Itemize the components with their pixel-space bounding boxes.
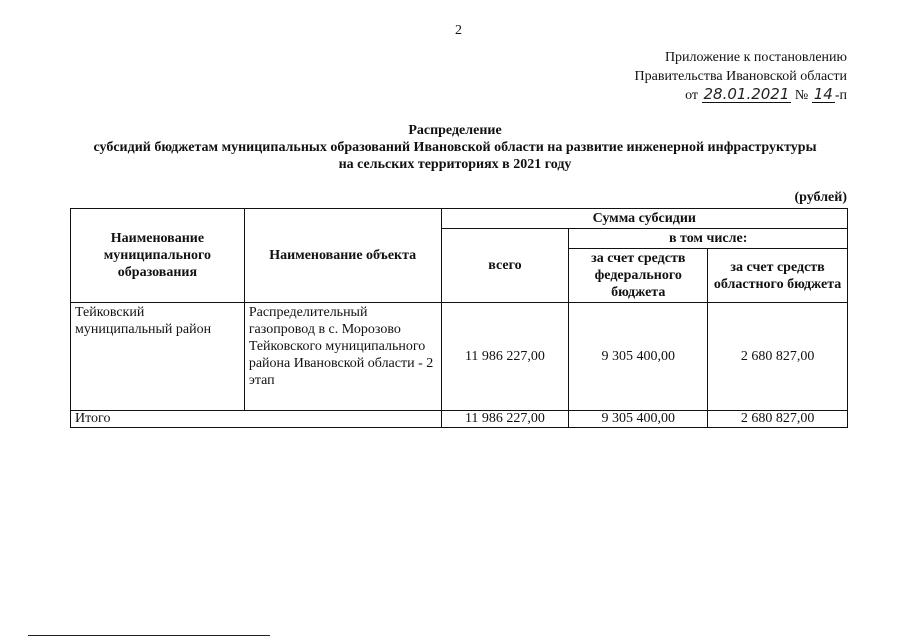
header-object: Наименование объекта	[244, 209, 441, 303]
handwritten-date: 28.01.2021	[703, 85, 790, 103]
number-suffix: -п	[834, 88, 847, 103]
header-federal: за счет средств федерального бюджета	[569, 249, 708, 303]
title-line-1: Распределение	[408, 123, 502, 138]
total-label: Итого	[71, 411, 442, 428]
subsidy-table	[70, 208, 848, 428]
cell-object: Распределительный газопровод в с. Морозово Тейковского муниципального района Ивановской области - 2 этап	[244, 303, 441, 411]
total-regional: 2 680 827,00	[708, 411, 848, 428]
title-line-2: субсидий бюджетам муниципальных образований Ивановской области на развитие инженерной инфраструктуры	[93, 140, 817, 155]
handwritten-number: 14	[813, 85, 833, 103]
page-number: 2	[455, 23, 462, 38]
header-regional: за счет средств областного бюджета	[708, 249, 848, 303]
cell-municipality: Тейковский муниципальный район	[71, 303, 245, 411]
header-including: в том числе:	[569, 229, 848, 249]
total-row	[71, 411, 848, 428]
appendix-line-2: Правительства Ивановской области	[634, 69, 847, 84]
header-subsidy-sum: Сумма субсидии	[441, 209, 847, 229]
date-prefix: от	[685, 88, 698, 103]
cell-federal: 9 305 400,00	[569, 303, 708, 411]
table-row	[71, 303, 848, 411]
total-federal: 9 305 400,00	[569, 411, 708, 428]
appendix-line-1: Приложение к постановлению	[664, 50, 847, 65]
header-municipality: Наименование муниципального образования	[71, 209, 245, 303]
number-prefix: №	[794, 88, 809, 103]
cell-total: 11 986 227,00	[441, 303, 569, 411]
document-title	[60, 122, 850, 173]
title-line-3: на сельских территориях в 2021 году	[338, 157, 572, 172]
footer-rule	[28, 635, 270, 636]
cell-regional: 2 680 827,00	[708, 303, 848, 411]
appendix-block	[635, 48, 847, 105]
header-total: всего	[441, 229, 569, 303]
appendix-date-line	[635, 86, 847, 105]
total-sum: 11 986 227,00	[441, 411, 569, 428]
units-label: (рублей)	[794, 190, 847, 205]
